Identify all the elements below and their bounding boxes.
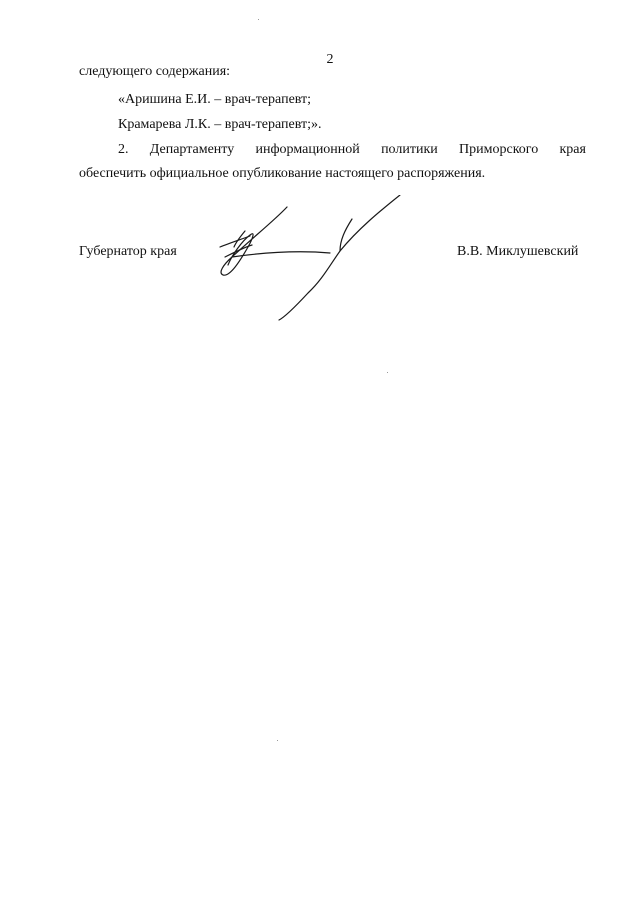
signatory-name: В.В. Миклушевский [457,244,579,259]
point-2-word: Приморского [459,142,539,157]
scan-speck [277,740,278,741]
signatory-position: Губернатор края [79,244,177,259]
point-2-number: 2. [118,142,129,157]
scan-speck [258,19,259,20]
paragraph-intro: следующего содержания: [79,64,231,79]
scan-speck [387,372,388,373]
point-2-word: информационной [255,142,360,157]
list-item: «Аришина Е.И. – врач-терапевт; [118,92,312,107]
list-item: Крамарева Л.К. – врач-терапевт;». [118,117,322,132]
paragraph-point-2-first-line [118,142,586,158]
handwritten-signature [190,195,430,330]
page-number: 2 [326,52,334,67]
point-2-word: края [559,142,586,157]
point-2-word: Департаменту [149,142,235,157]
paragraph-point-2-continuation: обеспечить официальное опубликование настоящего распоряжения. [79,166,486,181]
point-2-word: политики [381,142,438,157]
